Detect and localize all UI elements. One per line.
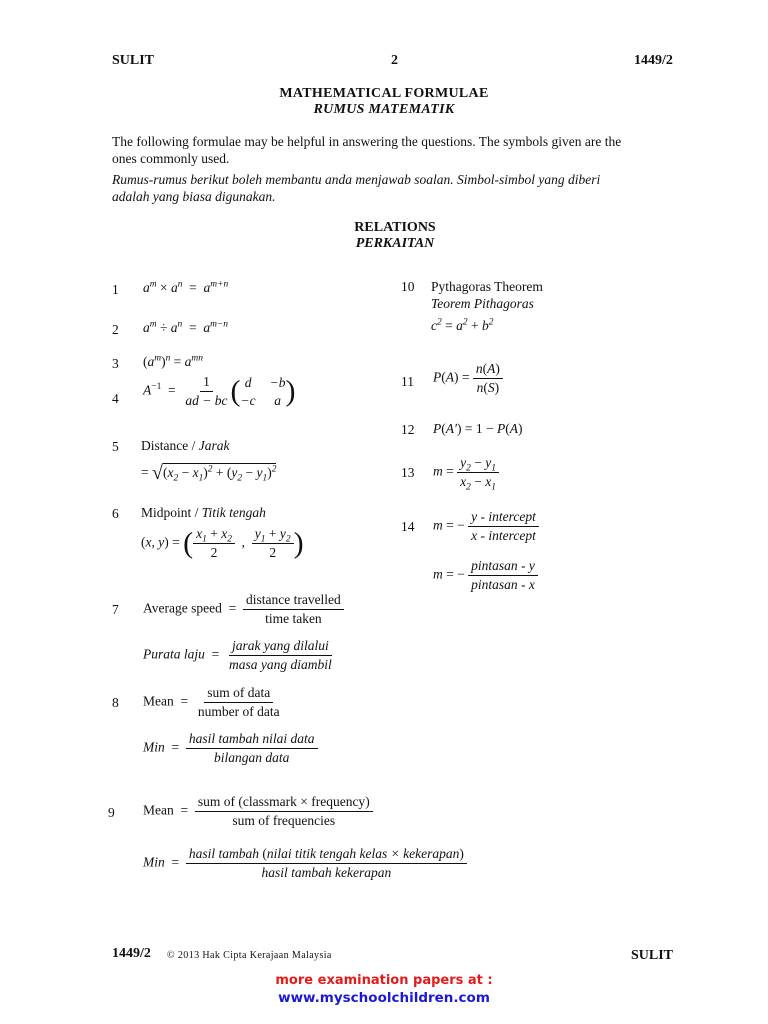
formula-1: $a^m \times a^n = a^{m+n}$ bbox=[143, 279, 229, 295]
formula-9-ms: Min = $\frac{\text{hasil tambah (nilai titik tengah kelas × kekerapan)}}{\text{hasil tambah kekerapan}}$ bbox=[143, 846, 467, 881]
formula-5-number: 5 bbox=[112, 439, 119, 454]
formula-11: P(A) = $\frac{n(A)}{n(S)}$ bbox=[433, 361, 503, 396]
formula-10-label: Pythagoras Theorem bbox=[431, 279, 543, 294]
formula-3-number: 3 bbox=[112, 356, 119, 371]
formula-4-one: 1 bbox=[200, 374, 213, 392]
page-subtitle: RUMUS MATEMATIK bbox=[313, 102, 455, 117]
formula-12-number: 12 bbox=[401, 422, 415, 437]
formula-9-number: 9 bbox=[108, 805, 115, 820]
section-subtitle: PERKAITAN bbox=[355, 236, 435, 251]
formula-6-number: 6 bbox=[112, 506, 119, 521]
formula-7-en: Average speed = $\frac{\text{distance travelled}}{\text{time taken}}$ bbox=[143, 592, 344, 627]
footer-right: SULIT bbox=[631, 948, 674, 963]
formula-14-en: m = − $\frac{\text{y - intercept}}{\text{x - intercept}}$ bbox=[433, 509, 539, 544]
formula-1-number: 1 bbox=[112, 282, 119, 297]
formula-14-number: 14 bbox=[401, 519, 415, 534]
formula-7-number: 7 bbox=[112, 602, 119, 617]
section-title: RELATIONS bbox=[354, 220, 436, 235]
formula-4-denominator: ad − bc bbox=[185, 393, 228, 408]
formula-6: (x, y) = ( $\frac{x_1 + x_2}{2}$ , $\frac{y_1 + y_2}{2}$ ) bbox=[141, 526, 304, 560]
promo-text: more examination papers at : bbox=[275, 973, 493, 988]
page-title: MATHEMATICAL FORMULAE bbox=[279, 86, 489, 101]
formula-5-label: Distance / Jarak bbox=[141, 438, 230, 453]
promo-link[interactable]: www.myschoolchildren.com bbox=[278, 990, 490, 1006]
formula-11-number: 11 bbox=[401, 374, 414, 389]
footer-copyright: © 2013 Hak Cipta Kerajaan Malaysia bbox=[167, 950, 332, 961]
formula-14-ms: m = − $\frac{\text{pintasan - y}}{\text{pintasan - x}}$ bbox=[433, 558, 538, 593]
formula-4-number: 4 bbox=[112, 391, 119, 406]
intro-en-line1: The following formulae may be helpful in answering the questions. The symbols given are the bbox=[112, 134, 622, 149]
formula-9-en: Mean = $\frac{\text{sum of (classmark × frequency)}}{\text{sum of frequencies}}$ bbox=[143, 794, 373, 829]
formula-2: $a^m \div a^n = a^{m-n}$ bbox=[143, 319, 228, 335]
formula-7-ms: Purata laju = $\frac{\text{jarak yang dilalui}}{\text{masa yang diambil}}$ bbox=[143, 638, 332, 672]
header-right: 1449/2 bbox=[634, 53, 673, 68]
formula-10-number: 10 bbox=[401, 279, 415, 294]
formula-4: $A^{-1}$ = $\frac{1}{ad - bc}$ ( d −b −c a ) bbox=[143, 374, 296, 408]
intro-ms-line2: adalah yang biasa digunakan. bbox=[112, 189, 276, 204]
footer-code: 1449/2 bbox=[112, 946, 151, 961]
formula-5: = $√(x_2 - x_1)^2 + (y_2 - y_1)^2$ bbox=[141, 462, 277, 484]
formula-8-ms: Min = $\frac{\text{hasil tambah nilai data}}{\text{bilangan data}}$ bbox=[143, 731, 318, 766]
intro-en-line2: ones commonly used. bbox=[112, 151, 230, 166]
formula-10-label-ms: Teorem Pithagoras bbox=[431, 296, 534, 311]
formula-13: m = $\frac{y_2 - y_1}{x_2 - x_1}$ bbox=[433, 455, 499, 490]
page-number: 2 bbox=[391, 53, 398, 68]
formula-12: P(A′) = 1 − P(A) bbox=[433, 421, 523, 436]
formula-6-label: Midpoint / Titik tengah bbox=[141, 505, 266, 520]
intro-ms-line1: Rumus-rumus berikut boleh membantu anda menjawab soalan. Simbol-simbol yang diberi bbox=[112, 172, 601, 187]
formula-10: $c^2 = a^2 + b^2$ bbox=[431, 317, 494, 333]
formula-13-number: 13 bbox=[401, 465, 415, 480]
formula-3: $(a^m)^n = a^{mn}$ bbox=[143, 353, 203, 369]
formula-8-en: Mean = $\frac{\text{sum of data}}{\text{number of data}}$ bbox=[143, 685, 280, 719]
header-left: SULIT bbox=[112, 53, 155, 68]
formula-8-number: 8 bbox=[112, 695, 119, 710]
formula-2-number: 2 bbox=[112, 322, 119, 337]
